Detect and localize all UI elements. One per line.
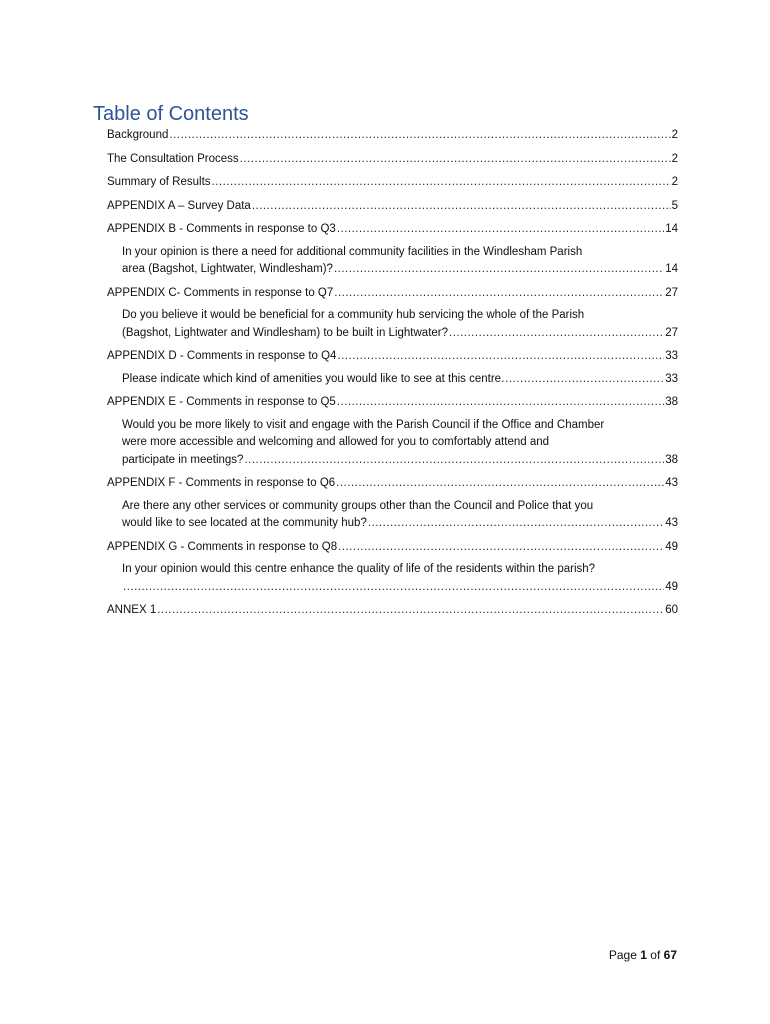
toc-page-number: 43 bbox=[665, 517, 678, 529]
dot-leader bbox=[337, 394, 664, 412]
page-footer bbox=[609, 948, 677, 962]
toc-entry-appendix-g[interactable] bbox=[107, 539, 678, 557]
toc-page-number: 5 bbox=[671, 199, 678, 212]
toc-entry-text-line: In your opinion is there a need for additional community facilities in the Windlesham Parish bbox=[122, 245, 583, 258]
dot-leader bbox=[169, 127, 670, 145]
toc-page-number: 33 bbox=[665, 350, 678, 362]
toc-entry-text: APPENDIX E - Comments in response to Q5 bbox=[107, 396, 336, 408]
toc-page-number: 2 bbox=[671, 129, 678, 141]
toc-entry-appendix-e[interactable] bbox=[107, 394, 678, 412]
footer-current-page: 1 bbox=[640, 948, 647, 962]
dot-leader bbox=[449, 325, 664, 343]
footer-total-pages: 67 bbox=[663, 948, 677, 962]
toc-subentry-q7[interactable] bbox=[122, 307, 678, 342]
toc-entry-text: APPENDIX C- Comments in response to Q7 bbox=[107, 286, 334, 299]
footer-of-label: of bbox=[650, 948, 661, 962]
dot-leader bbox=[336, 475, 664, 493]
toc-entry-consultation-process[interactable] bbox=[107, 151, 678, 169]
toc-entry-text: APPENDIX G - Comments in response to Q8 bbox=[107, 540, 338, 553]
toc-page-number: 2 bbox=[671, 176, 678, 188]
toc-entry-appendix-d[interactable] bbox=[107, 348, 678, 366]
toc-subentry-q8[interactable] bbox=[122, 561, 678, 596]
toc-entry-summary-of-results[interactable] bbox=[107, 174, 678, 192]
toc-entry-text-line: Would you be more likely to visit and engage with the Parish Council if the Office and Chamber bbox=[122, 418, 605, 431]
dot-leader bbox=[123, 579, 664, 597]
toc-subentry-q4[interactable] bbox=[122, 371, 678, 389]
toc-entry-text-line: Do you believe it would be beneficial for a community hub servicing the whole of the Parish bbox=[122, 309, 585, 321]
toc-page-number: 43 bbox=[665, 477, 678, 489]
toc-entry-text: participate in meetings? bbox=[122, 453, 244, 466]
toc-page-number: 38 bbox=[665, 396, 678, 408]
toc-entry-annex-1[interactable] bbox=[107, 602, 678, 620]
toc-entry-text: Background bbox=[107, 129, 169, 141]
toc-entry-text: ANNEX 1 bbox=[107, 604, 157, 616]
toc-entry-appendix-b[interactable] bbox=[107, 221, 678, 239]
toc-page-number: 60 bbox=[665, 604, 678, 616]
dot-leader bbox=[252, 198, 671, 216]
toc-entry-appendix-f[interactable] bbox=[107, 475, 678, 493]
toc-page-number: 33 bbox=[665, 372, 678, 385]
toc-page-number: 14 bbox=[665, 263, 678, 275]
dot-leader bbox=[157, 602, 664, 620]
dot-leader bbox=[244, 452, 664, 470]
dot-leader bbox=[334, 285, 664, 303]
table-of-contents bbox=[107, 127, 678, 626]
toc-page-number: 49 bbox=[665, 580, 678, 593]
toc-entry-appendix-a[interactable] bbox=[107, 198, 678, 216]
toc-entry-text: APPENDIX F - Comments in response to Q6 bbox=[107, 477, 336, 489]
dot-leader bbox=[240, 151, 671, 169]
toc-entry-text: area (Bagshot, Lightwater, Windlesham)? bbox=[122, 263, 333, 275]
dot-leader bbox=[338, 539, 664, 557]
toc-entry-text: (Bagshot, Lightwater and Windlesham) to be built in Lightwater? bbox=[122, 326, 449, 339]
toc-entry-text-line: were more accessible and welcoming and allowed for you to comfortably attend and bbox=[122, 436, 550, 448]
toc-entry-text: Summary of Results bbox=[107, 176, 211, 188]
dot-leader bbox=[505, 371, 664, 389]
toc-page-number: 27 bbox=[665, 286, 678, 299]
toc-entry-text: Please indicate which kind of amenities you would like to see at this centre. bbox=[122, 372, 505, 385]
toc-page-number: 38 bbox=[665, 453, 678, 466]
toc-page-number: 49 bbox=[665, 540, 678, 553]
dot-leader bbox=[368, 515, 664, 533]
toc-entry-text-line: Are there any other services or community groups other than the Council and Police that you bbox=[122, 499, 594, 512]
toc-entry-text: would like to see located at the community hub? bbox=[122, 517, 367, 529]
dot-leader bbox=[337, 348, 664, 366]
toc-entry-text: The Consultation Process bbox=[107, 152, 239, 165]
toc-subentry-q6[interactable] bbox=[122, 498, 678, 533]
dot-leader bbox=[334, 261, 664, 279]
toc-entry-background[interactable] bbox=[107, 127, 678, 145]
toc-page-number: 14 bbox=[665, 223, 678, 235]
toc-entry-text-line: In your opinion would this centre enhance the quality of life of the residents within the parish? bbox=[122, 563, 596, 575]
toc-page-number: 2 bbox=[671, 152, 678, 165]
toc-entry-text: APPENDIX A – Survey Data bbox=[107, 199, 251, 212]
toc-entry-text: APPENDIX B - Comments in response to Q3 bbox=[107, 223, 336, 235]
footer-page-label: Page bbox=[608, 948, 637, 962]
dot-leader bbox=[212, 174, 671, 192]
toc-subentry-q5[interactable] bbox=[122, 417, 678, 470]
toc-title: Table of Contents bbox=[93, 103, 249, 125]
toc-entry-text: APPENDIX D - Comments in response to Q4 bbox=[107, 350, 337, 362]
toc-entry-appendix-c[interactable] bbox=[107, 285, 678, 303]
toc-subentry-q3[interactable] bbox=[122, 244, 678, 279]
dot-leader bbox=[337, 221, 664, 239]
toc-page-number: 27 bbox=[665, 326, 678, 339]
